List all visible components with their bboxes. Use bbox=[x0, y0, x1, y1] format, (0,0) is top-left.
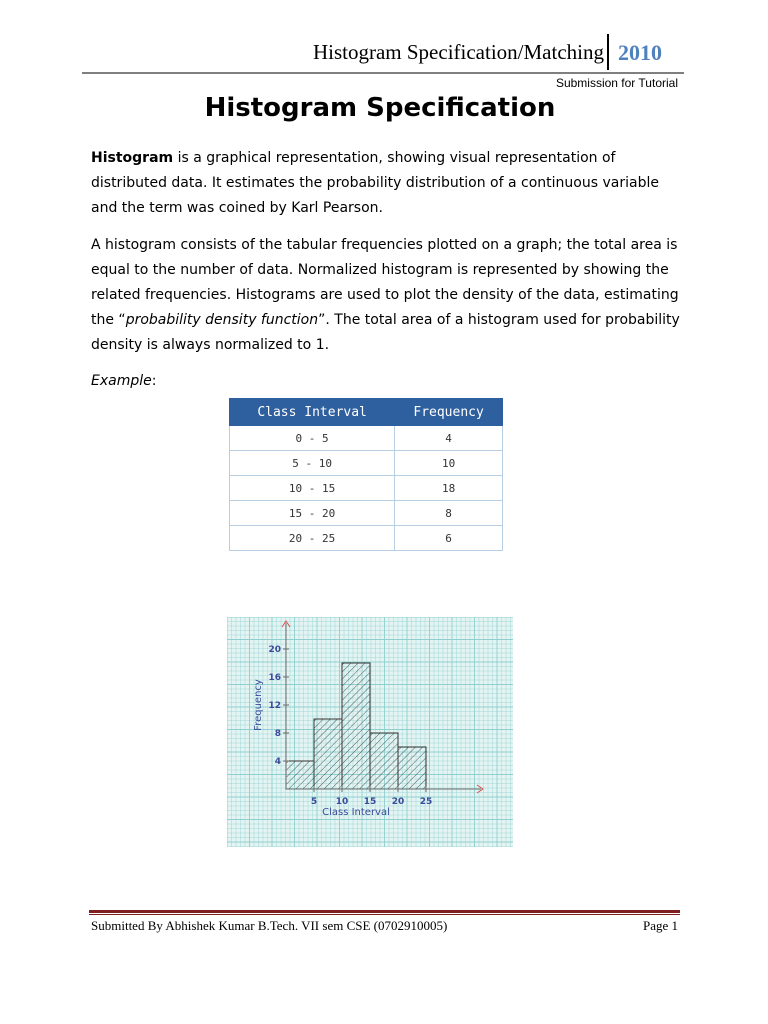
table-cell-frequency: 18 bbox=[395, 476, 503, 501]
header-rule bbox=[82, 72, 684, 74]
x-tick-label: 25 bbox=[419, 797, 433, 807]
histogram-bar bbox=[370, 733, 398, 789]
x-tick-label: 15 bbox=[363, 797, 377, 807]
header-title: Histogram Specification/Matching bbox=[312, 40, 604, 64]
y-tick-label: 12 bbox=[268, 701, 281, 711]
histogram-bar bbox=[286, 761, 314, 789]
table-cell-frequency: 6 bbox=[395, 526, 503, 551]
table-cell-frequency: 8 bbox=[395, 501, 503, 526]
x-tick-label: 10 bbox=[335, 797, 349, 807]
y-tick-label: 4 bbox=[274, 757, 281, 767]
footer-page-number: Page 1 bbox=[642, 918, 678, 933]
histogram-bar bbox=[342, 663, 370, 789]
header-subtitle: Submission for Tutorial bbox=[555, 76, 678, 90]
table-header-frequency: Frequency bbox=[395, 399, 503, 426]
x-tick-label: 20 bbox=[391, 797, 405, 807]
frequency-table bbox=[229, 398, 503, 551]
paragraph-details-after: ”. The total area of a histogram used for probability density is always normalized to 1. bbox=[91, 312, 680, 353]
y-tick-label: 20 bbox=[268, 645, 281, 655]
footer-rule-thick bbox=[89, 910, 680, 913]
histogram-svg bbox=[227, 617, 513, 847]
paragraph-details-before: A histogram consists of the tabular frequencies plotted on a graph; the total area is equal to the number of data. Normalized histogram is represented by showing the related frequencies. Histograms are used to plot the density of the data, estimating the “ bbox=[91, 237, 679, 328]
paragraph-details bbox=[91, 233, 681, 358]
y-tick-label: 8 bbox=[274, 729, 281, 739]
table-header-row bbox=[230, 399, 503, 426]
y-axis-label: Frequency bbox=[253, 679, 264, 731]
header-year: 2010 bbox=[618, 40, 662, 65]
page-title: Histogram Specification bbox=[204, 93, 556, 123]
table-header-class-interval: Class Interval bbox=[230, 399, 395, 426]
table-row bbox=[230, 426, 503, 451]
y-tick-label: 16 bbox=[268, 673, 281, 683]
header-separator bbox=[607, 34, 609, 70]
table-row bbox=[230, 501, 503, 526]
table-cell-frequency: 10 bbox=[395, 451, 503, 476]
example-colon: : bbox=[151, 373, 157, 389]
paragraph-definition bbox=[91, 146, 681, 221]
example-label-text: Example bbox=[91, 373, 152, 389]
histogram-chart bbox=[227, 617, 513, 847]
histogram-bar bbox=[314, 719, 342, 789]
x-tick-label: 5 bbox=[310, 797, 318, 807]
table-row bbox=[230, 451, 503, 476]
paragraph-definition-text: is a graphical representation, showing visual representation of distributed data. It estimates the probability distribution of a continuous variable and the term was coined by Karl Pearson. bbox=[91, 150, 659, 216]
table-cell-interval: 20 - 25 bbox=[230, 526, 395, 551]
example-label bbox=[91, 369, 681, 394]
table-row bbox=[230, 526, 503, 551]
table-cell-interval: 10 - 15 bbox=[230, 476, 395, 501]
table-cell-interval: 5 - 10 bbox=[230, 451, 395, 476]
footer-rule-thin bbox=[89, 914, 680, 915]
paragraph-term: Histogram bbox=[91, 150, 174, 166]
paragraph-details-italic: probability density function bbox=[125, 312, 319, 328]
footer-author: Submitted By Abhishek Kumar B.Tech. VII sem CSE (0702910005) bbox=[91, 918, 448, 933]
table-cell-frequency: 4 bbox=[395, 426, 503, 451]
histogram-bar bbox=[398, 747, 426, 789]
x-axis-label: Class Interval bbox=[322, 807, 390, 818]
table-cell-interval: 15 - 20 bbox=[230, 501, 395, 526]
table-cell-interval: 0 - 5 bbox=[230, 426, 395, 451]
table-row bbox=[230, 476, 503, 501]
